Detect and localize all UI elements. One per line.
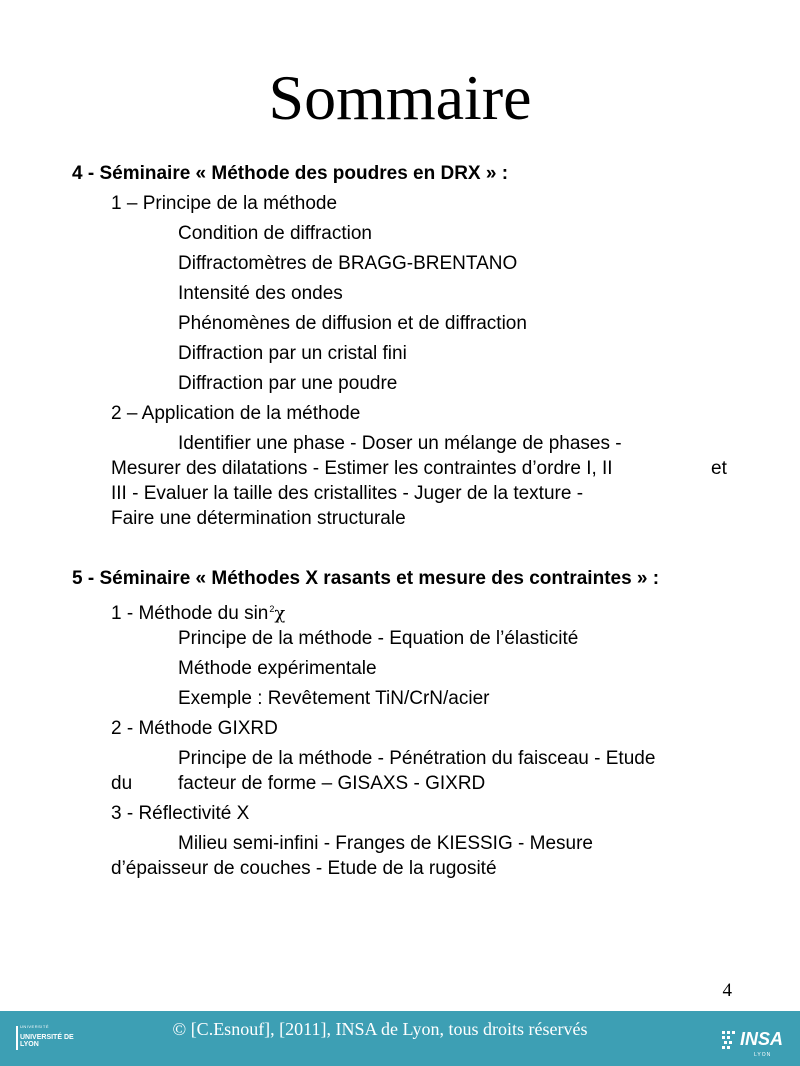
section-4-item-1-sub: Condition de diffraction xyxy=(178,223,372,244)
section-5-item-3: 3 - Réflectivité X xyxy=(111,803,250,824)
universite-de-lyon-logo xyxy=(16,1024,86,1054)
section-4-item-2-text: Identifier une phase - Doser un mélange de phases - xyxy=(178,433,622,454)
section-4-item-1-sub: Diffractomètres de BRAGG-BRENTANO xyxy=(178,253,518,274)
section-5-item-1-sub: Méthode expérimentale xyxy=(178,658,377,679)
section-5-item-2-text: Principe de la méthode - Pénétration du faisceau - Etude xyxy=(178,748,656,769)
section-4-item-1-sub: Phénomènes de diffusion et de diffraction xyxy=(178,313,527,334)
logo-bar xyxy=(16,1026,18,1050)
section-4-heading: 4 - Séminaire « Méthode des poudres en DRX » : xyxy=(72,163,509,184)
section-5-item-1-exponent: 2 xyxy=(269,604,275,614)
section-5-item-2-text: du xyxy=(111,773,133,794)
section-4-item-2-text: III - Evaluer la taille des cristallites - Juger de la texture - xyxy=(111,483,584,504)
logo-main-text: UNIVERSITÉ DE LYON xyxy=(20,1034,74,1048)
insa-logo-subtext: LYON xyxy=(754,1052,772,1058)
section-5-item-1-sub: Principe de la méthode - Equation de l’élasticité xyxy=(178,628,579,649)
section-4-item-2: 2 – Application de la méthode xyxy=(111,403,361,424)
section-5-item-1 xyxy=(111,598,285,625)
section-4-item-1-sub: Diffraction par une poudre xyxy=(178,373,398,394)
section-5-item-1-label: 1 - Méthode du sin xyxy=(111,603,269,624)
footer-band xyxy=(0,1011,800,1066)
section-5-heading: 5 - Séminaire « Méthodes X rasants et mesure des contraintes » : xyxy=(72,568,660,589)
section-5-item-3-text: Milieu semi-infini - Franges de KIESSIG - Mesure xyxy=(178,833,593,854)
section-4-item-1-sub: Diffraction par un cristal fini xyxy=(178,343,407,364)
chi-symbol: χ xyxy=(274,603,286,624)
section-5-item-2: 2 - Méthode GIXRD xyxy=(111,718,278,739)
page-number: 4 xyxy=(722,980,732,1001)
section-5-item-3-text: d’épaisseur de couches - Etude de la rugosité xyxy=(111,858,497,879)
section-4-item-1-sub: Intensité des ondes xyxy=(178,283,343,304)
section-4-item-2-text: Mesurer des dilatations - Estimer les contraintes d’ordre I, II xyxy=(111,458,613,479)
section-4-item-2-text: Faire une détermination structurale xyxy=(111,508,406,529)
section-4-item-1: 1 – Principe de la méthode xyxy=(111,193,338,214)
insa-logo xyxy=(720,1027,790,1061)
section-5-item-1-sub: Exemple : Revêtement TiN/CrN/acier xyxy=(178,688,490,709)
page-title: Sommaire xyxy=(268,62,532,133)
logo-top-text: UNIVERSITÉ xyxy=(20,1024,50,1029)
section-4-item-2-text: et xyxy=(711,458,727,479)
insa-mark-icon xyxy=(720,1027,740,1055)
copyright-text: © [C.Esnouf], [2011], INSA de Lyon, tous droits réservés xyxy=(172,1019,588,1039)
section-5-item-2-text: facteur de forme – GISAXS - GIXRD xyxy=(178,773,486,794)
insa-logo-text: INSA xyxy=(740,1029,784,1049)
